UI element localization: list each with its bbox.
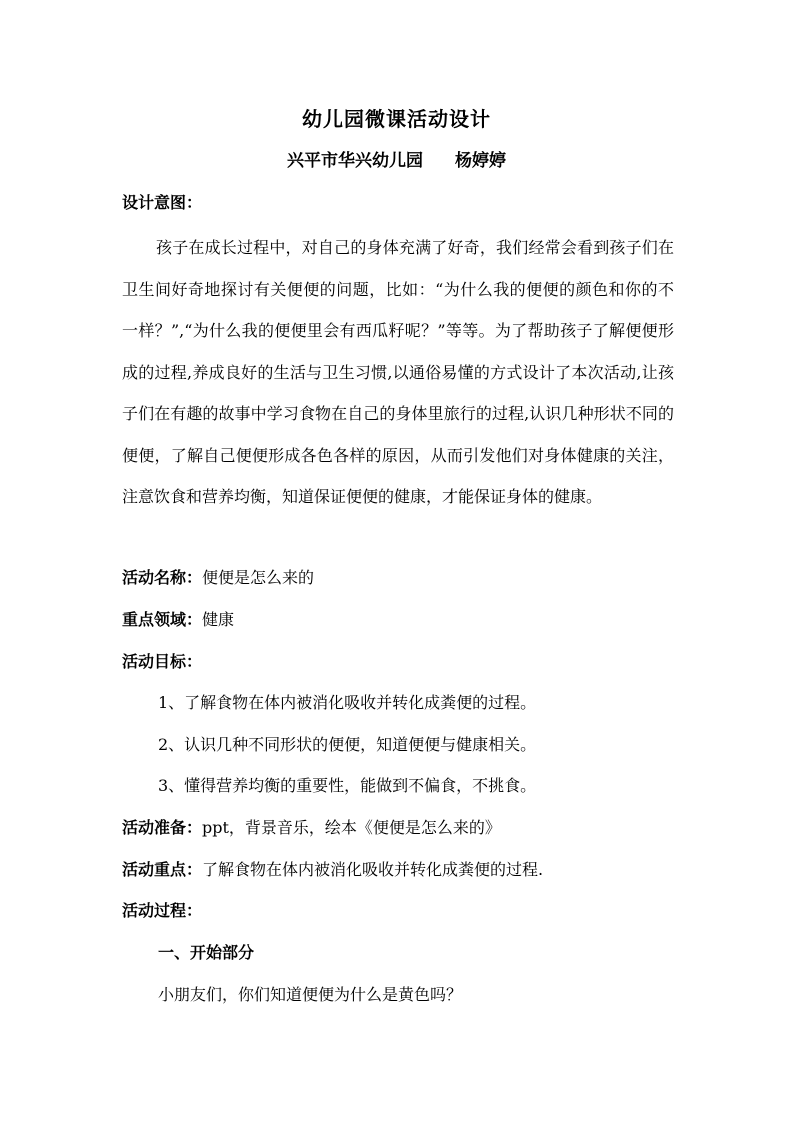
section-one-text: 小朋友们，你们知道便便为什么是黄色吗？ [158, 985, 463, 1004]
section-one-heading: 一、开始部分 [158, 943, 255, 962]
preparation-label: 活动准备： [122, 818, 203, 837]
goal-item: 1、了解食物在体内被消化吸收并转化成粪便的过程。 [158, 693, 537, 712]
key-domain-value: 健康 [202, 610, 235, 629]
activity-name-value: 便便是怎么来的 [202, 568, 315, 587]
key-domain-row [122, 607, 234, 630]
design-intent-heading: 设计意图： [122, 193, 203, 212]
document-title: 幼儿园微课活动设计 [302, 107, 491, 131]
key-domain-label: 重点领域： [122, 610, 203, 629]
author-school: 兴平市华兴幼儿园 [287, 151, 423, 171]
focus-row [122, 857, 543, 880]
design-intent-paragraph: 孩子在成长过程中，对自己的身体充满了好奇，我们经常会看到孩子们在卫生间好奇地探讨有关便便的问题，比如：“为什么我的便便的颜色和你的不一样？”,“为什么我的便便里会有西瓜籽呢？”等等。为了帮助孩子了解便便形成的过程,养成良好的生活与卫生习惯,以通俗易懂的方式设计了本次活动,让孩子们在有趣的故事中学习食物在自己的身体里旅行的过程,认识几种形状不同的便便，了解自己便便形成各色各样的原因，从而引发他们对身体健康的关注，注意饮食和营养均衡，知道保证便便的健康，才能保证身体的健康。 [122, 238, 674, 506]
preparation-value: ppt，背景音乐，绘本《便便是怎么来的》 [202, 818, 501, 837]
goal-item: 2、认识几种不同形状的便便，知道便便与健康相关。 [158, 735, 537, 754]
preparation-row [122, 815, 501, 838]
activity-name-row [122, 565, 314, 588]
focus-value: 了解食物在体内被消化吸收并转化成粪便的过程. [202, 860, 544, 879]
process-heading: 活动过程： [122, 901, 203, 920]
author-line [0, 146, 793, 171]
goals-heading: 活动目标： [122, 652, 203, 671]
focus-label: 活动重点： [122, 860, 203, 879]
activity-name-label: 活动名称： [122, 568, 203, 587]
goal-item: 3、懂得营养均衡的重要性，能做到不偏食，不挑食。 [158, 776, 537, 795]
author-name: 杨婷婷 [455, 151, 506, 171]
